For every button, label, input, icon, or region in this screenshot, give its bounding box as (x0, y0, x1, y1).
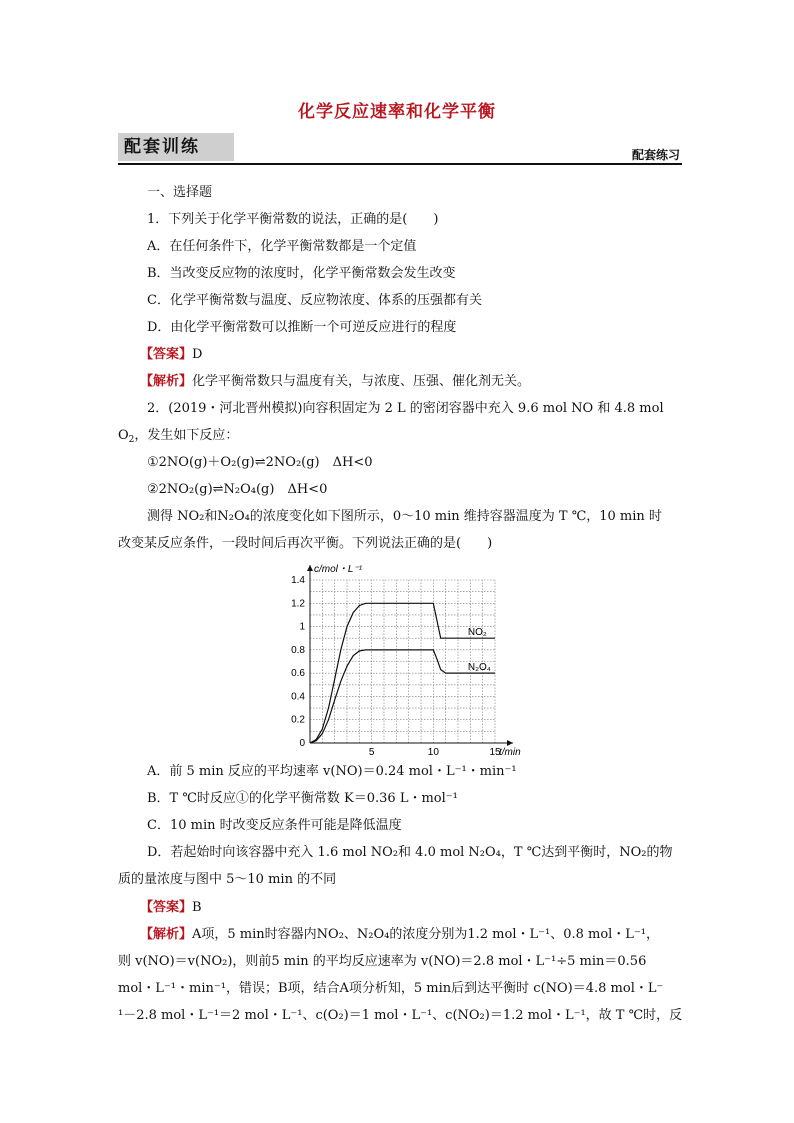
q1-answer-value: D (192, 347, 203, 362)
q2-o2-symbol: O (118, 428, 129, 443)
banner-label: 配套训练 (118, 133, 234, 161)
q1-analysis-text: 化学平衡常数只与温度有关，与浓度、压强、催化剂无关。 (192, 374, 531, 389)
q2-option-d-line2: 质的量浓度与图中 5～10 min 的不同 (118, 872, 337, 887)
y-axis-arrow (307, 565, 313, 571)
x-axis-arrow (507, 740, 513, 746)
y-tick-label: 1.2 (291, 598, 305, 610)
y-axis-label: c/mol・L⁻¹ (314, 564, 363, 575)
q1-option-d: D．由化学平衡常数可以推断一个可逆反应进行的程度 (147, 320, 457, 335)
y-tick-label: 0.6 (291, 668, 305, 680)
x-tick-label: 15 (489, 747, 501, 755)
q2-analysis-line1 (140, 925, 659, 945)
q2-option-c: C．10 min 时改变反应条件可能是降低温度 (147, 818, 402, 833)
q2-answer-label: 【答案】 (140, 900, 193, 915)
q1-option-c: C．化学平衡常数与温度、反应物浓度、体系的压强都有关 (147, 293, 482, 308)
q1-answer-label: 【答案】 (140, 347, 193, 362)
x-tick-label: 10 (427, 747, 439, 755)
q2-analysis-label: 【解析】 (140, 927, 193, 942)
q2-analysis-line3: mol・L⁻¹・min⁻¹，错误；B项，结合A项分析知，5 min后到达平衡时 c(NO)＝4.8 mol・L⁻ (118, 981, 664, 996)
q2-stem-line4: 改变某反应条件，一段时间后再次平衡。下列说法正确的是( ) (118, 536, 493, 551)
y-tick-label: 0.4 (291, 691, 305, 703)
q2-answer (140, 898, 202, 918)
q2-analysis-line4: ¹－2.8 mol・L⁻¹＝2 mol・L⁻¹、c(O₂)＝1 mol・L⁻¹、c(NO₂)＝1.2 mol・L⁻¹，故 T ℃时，反 (118, 1008, 683, 1023)
q2-answer-value: B (192, 900, 202, 915)
series-label-n2o4: N₂O₄ (467, 662, 491, 674)
banner-rule (118, 163, 682, 165)
q2-stem-line1: 2．(2019・河北晋州模拟)向容积固定为 2 L 的密闭容器中充入 9.6 mol NO 和 4.8 mol (147, 401, 664, 416)
banner-right-label: 配套练习 (631, 148, 680, 162)
y-tick-label: 0 (299, 738, 305, 749)
q2-stem-line3: 测得 NO₂和N₂O₄的浓度变化如下图所示，0～10 min 维持容器温度为 T ℃，10 min 时 (147, 509, 662, 524)
y-tick-label: 0.2 (291, 714, 305, 726)
q1-analysis-label: 【解析】 (140, 374, 193, 389)
x-tick-label: 5 (368, 747, 375, 755)
q2-stem-tail: ，发生如下反应： (134, 428, 239, 443)
q1-stem: 1．下列关于化学平衡常数的说法，正确的是( ) (147, 212, 439, 227)
section-banner (118, 133, 682, 165)
q2-reaction-2: ②2NO₂(g)⇌N₂O₄(g) ΔH<0 (147, 482, 328, 497)
q1-option-a: A．在任何条件下，化学平衡常数都是一个定值 (147, 239, 417, 254)
y-tick-label: 0.8 (291, 644, 305, 656)
q2-option-b: B．T ℃时反应①的化学平衡常数 K＝0.36 L・mol⁻¹ (147, 791, 458, 806)
concentration-chart (285, 560, 525, 755)
q2-stem-line2: $O_2$，发生如下反应： (118, 428, 239, 445)
x-axis-label: t/min (499, 747, 521, 755)
series-label-no2: NO₂ (467, 627, 487, 639)
y-tick-label: 1 (299, 621, 305, 633)
q1-analysis (140, 372, 530, 392)
q2-reaction-1: ①2NO(g)＋O₂(g)⇌2NO₂(g) ΔH<0 (147, 455, 373, 470)
q2-analysis-text-1: A项，5 min时容器内NO₂、N₂O₄的浓度分别为1.2 mol・L⁻¹、0.8 mol・L⁻¹， (192, 927, 660, 942)
section-heading: 一、选择题 (147, 185, 213, 200)
q2-option-d-line1: D．若起始时向该容器中充入 1.6 mol NO₂和 4.0 mol N₂O₄，T ℃达到平衡时，NO₂的物 (147, 845, 673, 860)
q2-option-a: A．前 5 min 反应的平均速率 v(NO)＝0.24 mol・L⁻¹・min⁻¹ (147, 764, 517, 779)
q2-analysis-line2: 则 v(NO)＝v(NO₂)，则前5 min 的平均反应速率为 v(NO)＝2.8 mol・L⁻¹÷5 min＝0.56 (118, 954, 647, 969)
y-tick-label: 1.4 (291, 575, 305, 586)
q1-answer (140, 345, 202, 365)
page-title: 化学反应速率和化学平衡 (298, 102, 496, 122)
q1-option-b: B．当改变反应物的浓度时，化学平衡常数会发生改变 (147, 266, 456, 281)
